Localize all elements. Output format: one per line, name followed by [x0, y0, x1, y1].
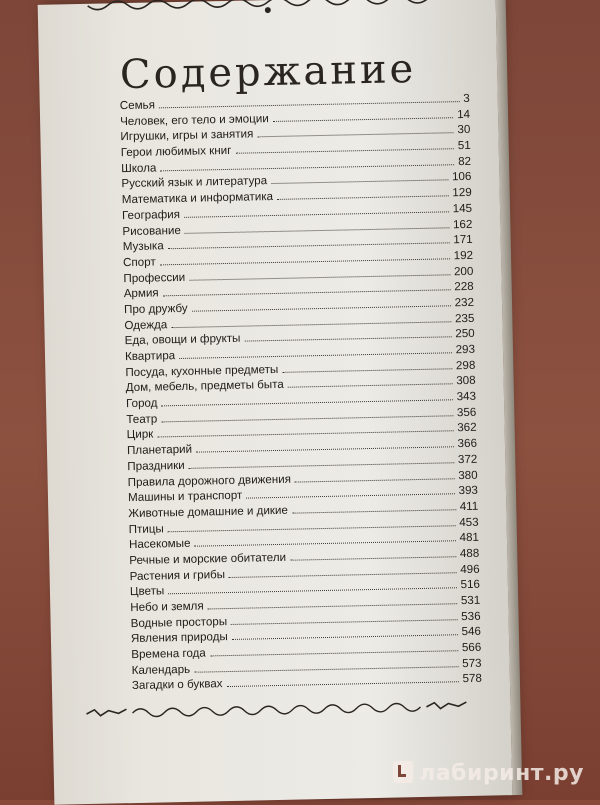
toc-entry-label: Праздники: [127, 458, 185, 473]
toc-entry-label: Цирк: [126, 427, 154, 442]
dot-leader: [194, 666, 458, 673]
dot-leader: [282, 368, 452, 373]
watermark: [393, 761, 584, 786]
toc-entry-page: 531: [460, 593, 481, 608]
toc-entry-page: 496: [460, 562, 480, 576]
toc-entry-page: 298: [455, 358, 476, 372]
toc-entry-label: Загадки о буквах: [131, 677, 223, 693]
toc-entry-label: География: [121, 207, 181, 222]
toc-entry-label: Дом, мебель, предметы быта: [125, 378, 284, 395]
toc-entry-label: Человек, его тело и эмоции: [119, 111, 269, 128]
dot-leader: [157, 431, 453, 438]
toc-entry-page: 82: [458, 154, 472, 168]
dot-leader: [227, 682, 459, 688]
dot-leader: [210, 650, 458, 656]
dot-leader: [208, 603, 457, 609]
dot-leader: [277, 195, 448, 200]
toc-entry-label: Математика и информатика: [121, 190, 274, 207]
toc-entry-page: 129: [452, 185, 472, 200]
toc-entry-page: 453: [459, 515, 479, 529]
toc-entry-label: Небо и земля: [130, 599, 204, 615]
toc-entry-page: 393: [458, 483, 479, 498]
toc-entry-page: 145: [452, 201, 473, 216]
dot-leader: [163, 290, 451, 297]
book-page: [38, 0, 513, 805]
page-title: Содержание: [119, 45, 417, 98]
toc-entry-page: 308: [456, 374, 476, 388]
dot-leader: [271, 180, 448, 185]
toc-entry-page: 51: [457, 138, 471, 153]
dot-leader: [246, 493, 454, 498]
toc-entry-page: 171: [453, 233, 473, 247]
toc-entry-page: 362: [457, 421, 477, 435]
toc-entry-label: Времена года: [131, 646, 206, 662]
toc-entry-label: Игрушки, игры и занятия: [120, 127, 254, 144]
toc-entry-label: Птицы: [128, 521, 164, 536]
toc-entry-label: Школа: [120, 161, 157, 175]
toc-entry-page: 578: [462, 672, 483, 686]
dot-leader: [184, 211, 449, 218]
dot-leader: [195, 540, 456, 546]
toc-entry-label: Квартира: [124, 349, 176, 364]
toc-entry-label: Машины и транспорт: [127, 488, 243, 505]
toc-entry-page: 546: [461, 625, 482, 639]
dot-leader: [189, 274, 450, 280]
toc-entry-label: Семья: [119, 98, 156, 113]
dot-leader: [245, 337, 452, 342]
toc-entry-page: 250: [455, 327, 475, 341]
toc-entry-label: Речные и морские обитатели: [129, 550, 287, 568]
bottom-ornament-icon: [82, 696, 482, 726]
toc-entry-page: 573: [462, 656, 482, 670]
toc-entry-page: 3: [463, 91, 470, 105]
toc-entry-label: Рисование: [122, 223, 181, 238]
toc-entry-page: 343: [456, 389, 477, 404]
toc-entry-label: Армия: [123, 286, 159, 301]
toc-entry-page: 293: [455, 342, 476, 357]
dot-leader: [196, 446, 454, 452]
toc-entry-label: Театр: [126, 412, 158, 426]
dot-leader: [160, 258, 450, 265]
dot-leader: [161, 415, 453, 422]
labirint-logo-icon: [393, 761, 413, 783]
toc-entry-label: Насекомые: [128, 537, 191, 552]
toc-entry-page: 30: [457, 123, 471, 137]
toc-entry-page: 488: [459, 546, 480, 561]
toc-entry-page: 372: [457, 452, 478, 466]
dot-leader: [168, 243, 450, 250]
toc-entry-page: 228: [454, 280, 474, 294]
dot-leader: [168, 525, 456, 532]
toc-entry-page: 192: [453, 248, 474, 263]
toc-entry-label: Цветы: [129, 584, 165, 599]
toc-entry-label: Музыка: [122, 239, 164, 254]
toc-entry-label: Планетарий: [126, 442, 193, 458]
toc-entry-label: Календарь: [131, 662, 191, 677]
toc-entry-page: 516: [460, 578, 481, 592]
toc-entry-label: Явления природы: [130, 630, 228, 646]
dot-leader: [231, 619, 457, 625]
dot-leader: [288, 384, 453, 388]
dot-leader: [235, 148, 453, 154]
dot-leader: [159, 101, 459, 108]
toc-entry-label: Город: [125, 396, 158, 411]
dot-leader: [257, 133, 453, 138]
dot-leader: [179, 352, 452, 359]
toc-entry-label: Герои любимых книг: [120, 143, 232, 160]
dot-leader: [290, 556, 456, 560]
toc-entry-page: 162: [452, 217, 473, 231]
toc-entry-label: Профессии: [123, 270, 186, 285]
toc-entry-page: 235: [454, 311, 475, 325]
dot-leader: [192, 305, 451, 311]
toc-entry-page: 14: [457, 107, 471, 121]
toc-entry-page: 481: [459, 531, 480, 545]
dot-leader: [160, 164, 454, 171]
toc-entry-page: 106: [451, 170, 472, 184]
toc-entry-label: Еда, овощи и фрукты: [124, 332, 241, 348]
top-ornament-icon: [68, 0, 468, 22]
dot-leader: [229, 572, 456, 578]
dot-leader: [189, 462, 454, 469]
watermark-text: лабиринт.ру: [419, 761, 584, 786]
dot-leader: [185, 227, 449, 234]
dot-leader: [295, 478, 454, 482]
toc-entry-label: Животные домашние и дикие: [128, 503, 288, 520]
toc-entry-page: 536: [461, 609, 481, 623]
toc-entry-page: 232: [454, 295, 475, 310]
toc-entry-label: Правила дорожного движения: [127, 472, 292, 489]
toc-entry-page: 411: [459, 499, 479, 514]
toc-entry-label: Водные просторы: [130, 614, 228, 630]
toc-entry-label: Растения и грибы: [129, 567, 226, 583]
dot-leader: [171, 321, 451, 328]
toc-entry-page: 380: [458, 468, 478, 482]
toc-entry-page: 366: [457, 436, 478, 451]
dot-leader: [168, 588, 456, 595]
dot-leader: [161, 399, 452, 406]
dot-leader: [292, 509, 456, 513]
toc-entry-page: 566: [461, 640, 482, 655]
dot-leader: [273, 117, 453, 122]
toc-entry-label: Посуда, кухонные предметы: [125, 362, 279, 379]
dot-leader: [232, 635, 458, 641]
toc-entry-label: Одежда: [124, 317, 168, 332]
toc-entry-page: 200: [453, 264, 474, 278]
toc-entry-label: Русский язык и литература: [121, 174, 268, 191]
toc-entry-label: Спорт: [122, 255, 156, 270]
toc-entry-label: Про дружбу: [123, 301, 188, 317]
toc-entry-page: 356: [456, 405, 477, 419]
table-of-contents: [120, 92, 482, 695]
